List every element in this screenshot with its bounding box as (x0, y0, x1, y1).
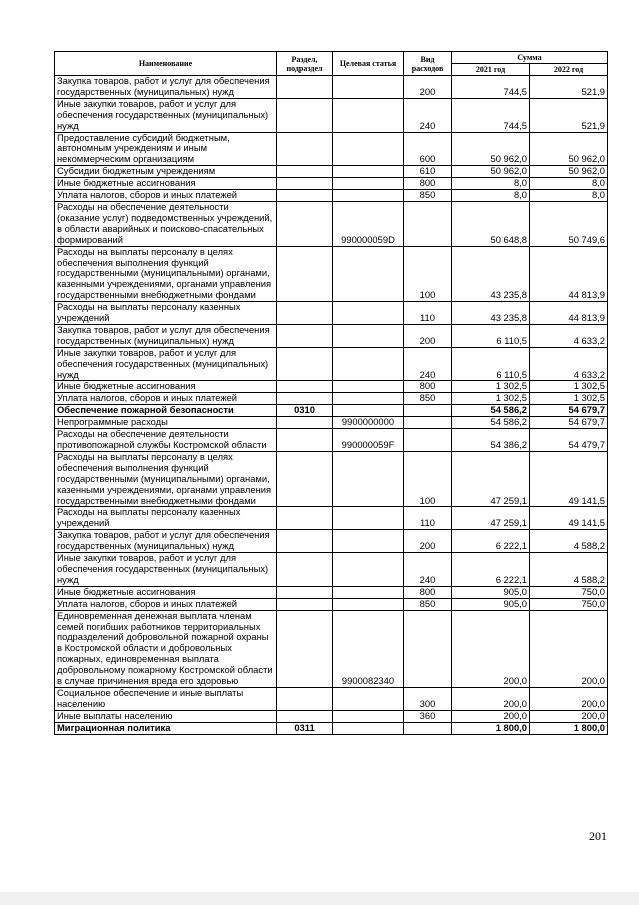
table-row (55, 417, 608, 429)
row-code-cell: 9900000000 (333, 417, 404, 429)
row-vid-cell: 100 (404, 451, 452, 507)
row-vid-cell: 240 (404, 553, 452, 587)
row-sum-2022-cell: 54 679,7 (530, 405, 608, 417)
row-name-cell: Иные закупки товаров, работ и услуг для обеспечения государственных (муниципальных) нужд (55, 553, 277, 587)
row-sum-2021-cell: 8,0 (452, 190, 530, 202)
row-sum-2021-cell: 6 222,1 (452, 530, 530, 553)
row-vid-cell: 240 (404, 98, 452, 132)
row-name-cell: Расходы на обеспечение деятельности противопожарной службы Костромской области (55, 429, 277, 452)
row-sum-2021-cell: 744,5 (452, 98, 530, 132)
row-sum-2021-cell: 43 235,8 (452, 246, 530, 302)
table-row (55, 710, 608, 722)
row-code-cell (333, 530, 404, 553)
row-vid-cell (404, 417, 452, 429)
row-razdel-cell (277, 553, 333, 587)
row-razdel-cell (277, 687, 333, 710)
row-sum-2022-cell: 54 679,7 (530, 417, 608, 429)
row-sum-2022-cell: 50 962,0 (530, 166, 608, 178)
row-name-cell: Расходы на выплаты персоналу казенных учреждений (55, 507, 277, 530)
row-code-cell (333, 405, 404, 417)
header-year-2021: 2021 год (452, 64, 530, 76)
row-vid-cell: 610 (404, 166, 452, 178)
row-sum-2021-cell: 6 222,1 (452, 553, 530, 587)
row-sum-2022-cell: 4 633,2 (530, 324, 608, 347)
header-razdel: Раздел, подраздел (277, 52, 333, 76)
row-sum-2022-cell: 4 588,2 (530, 530, 608, 553)
row-vid-cell (404, 610, 452, 687)
row-sum-2021-cell: 8,0 (452, 178, 530, 190)
row-code-cell (333, 76, 404, 99)
row-sum-2022-cell: 1 302,5 (530, 381, 608, 393)
row-razdel-cell (277, 586, 333, 598)
row-name-cell: Иные бюджетные ассигнования (55, 178, 277, 190)
header-summa: Сумма (452, 52, 608, 64)
row-name-cell: Предоставление субсидий бюджетным, автономным учреждениям и иным некоммерческим организациям (55, 132, 277, 166)
row-razdel-cell (277, 98, 333, 132)
row-code-cell (333, 190, 404, 202)
row-sum-2021-cell: 54 586,2 (452, 405, 530, 417)
row-sum-2021-cell: 1 302,5 (452, 393, 530, 405)
row-code-cell (333, 451, 404, 507)
row-razdel-cell (277, 393, 333, 405)
row-sum-2022-cell: 521,9 (530, 98, 608, 132)
row-name-cell: Субсидии бюджетным учреждениям (55, 166, 277, 178)
table-row (55, 324, 608, 347)
row-name-cell: Единовременная денежная выплата членам семей погибших работников территориальных подразделений добровольной пожарной охраны в Костромской области и добровольных пожарных, единовременная выплата добровольному пожарному Костромской области в случае причинения вреда его здоровью (55, 610, 277, 687)
row-razdel-cell (277, 710, 333, 722)
row-code-cell (333, 598, 404, 610)
row-sum-2022-cell: 521,9 (530, 76, 608, 99)
row-vid-cell: 200 (404, 530, 452, 553)
row-sum-2022-cell: 49 141,5 (530, 507, 608, 530)
row-name-cell: Расходы на выплаты персоналу казенных учреждений (55, 302, 277, 325)
row-name-cell: Непрограммные расходы (55, 417, 277, 429)
table-row (55, 76, 608, 99)
row-sum-2021-cell: 6 110,5 (452, 324, 530, 347)
row-razdel-cell (277, 417, 333, 429)
row-sum-2021-cell: 905,0 (452, 586, 530, 598)
row-sum-2022-cell: 8,0 (530, 190, 608, 202)
row-code-cell (333, 687, 404, 710)
row-code-cell (333, 166, 404, 178)
row-razdel-cell (277, 190, 333, 202)
table-row (55, 687, 608, 710)
table-row (55, 190, 608, 202)
row-sum-2021-cell: 47 259,1 (452, 451, 530, 507)
row-sum-2022-cell: 50 749,6 (530, 201, 608, 246)
row-name-cell: Обеспечение пожарной безопасности (55, 405, 277, 417)
row-name-cell: Закупка товаров, работ и услуг для обеспечения государственных (муниципальных) нужд (55, 76, 277, 99)
row-vid-cell: 850 (404, 393, 452, 405)
row-razdel-cell (277, 610, 333, 687)
row-name-cell: Уплата налогов, сборов и иных платежей (55, 393, 277, 405)
row-razdel-cell: 0310 (277, 405, 333, 417)
row-vid-cell: 360 (404, 710, 452, 722)
row-razdel-cell (277, 598, 333, 610)
row-sum-2021-cell: 1 302,5 (452, 381, 530, 393)
row-sum-2022-cell: 200,0 (530, 687, 608, 710)
row-vid-cell (404, 405, 452, 417)
table-row (55, 98, 608, 132)
table-row (55, 381, 608, 393)
row-sum-2022-cell: 44 813,9 (530, 246, 608, 302)
table-row (55, 393, 608, 405)
header-name: Наименование (55, 52, 277, 76)
row-code-cell (333, 347, 404, 381)
row-razdel-cell (277, 451, 333, 507)
row-razdel-cell: 0311 (277, 722, 333, 734)
table-row (55, 132, 608, 166)
row-sum-2022-cell: 4 588,2 (530, 553, 608, 587)
row-name-cell: Иные бюджетные ассигнования (55, 586, 277, 598)
row-sum-2022-cell: 750,0 (530, 586, 608, 598)
header-vid: Вид расходов (404, 52, 452, 76)
row-sum-2021-cell: 50 648,8 (452, 201, 530, 246)
row-sum-2022-cell: 50 962,0 (530, 132, 608, 166)
row-sum-2021-cell: 43 235,8 (452, 302, 530, 325)
row-vid-cell: 800 (404, 586, 452, 598)
row-razdel-cell (277, 178, 333, 190)
table-row (55, 586, 608, 598)
row-code-cell (333, 722, 404, 734)
table-row (55, 507, 608, 530)
row-vid-cell: 200 (404, 76, 452, 99)
row-code-cell (333, 246, 404, 302)
row-name-cell: Закупка товаров, работ и услуг для обеспечения государственных (муниципальных) нужд (55, 530, 277, 553)
row-sum-2021-cell: 1 800,0 (452, 722, 530, 734)
row-sum-2021-cell: 50 962,0 (452, 132, 530, 166)
table-header-row (55, 52, 608, 64)
row-sum-2021-cell: 905,0 (452, 598, 530, 610)
row-name-cell: Иные закупки товаров, работ и услуг для обеспечения государственных (муниципальных) нужд (55, 347, 277, 381)
row-name-cell: Расходы на обеспечение деятельности (оказание услуг) подведомственных учреждений, в области аварийных и поисково-спасательных формирований (55, 201, 277, 246)
row-code-cell (333, 586, 404, 598)
table-row (55, 722, 608, 734)
row-sum-2022-cell: 1 800,0 (530, 722, 608, 734)
row-code-cell (333, 302, 404, 325)
table-row (55, 553, 608, 587)
row-razdel-cell (277, 530, 333, 553)
row-name-cell: Миграционная политика (55, 722, 277, 734)
row-razdel-cell (277, 201, 333, 246)
row-name-cell: Иные закупки товаров, работ и услуг для обеспечения государственных (муниципальных) нужд (55, 98, 277, 132)
row-sum-2022-cell: 49 141,5 (530, 451, 608, 507)
row-razdel-cell (277, 507, 333, 530)
row-sum-2022-cell: 200,0 (530, 710, 608, 722)
row-vid-cell: 240 (404, 347, 452, 381)
row-razdel-cell (277, 347, 333, 381)
row-vid-cell: 600 (404, 132, 452, 166)
bottom-scan-strip (0, 892, 639, 905)
row-razdel-cell (277, 166, 333, 178)
row-vid-cell: 200 (404, 324, 452, 347)
row-vid-cell: 110 (404, 302, 452, 325)
row-name-cell: Социальное обеспечение и иные выплаты населению (55, 687, 277, 710)
row-code-cell (333, 381, 404, 393)
row-sum-2021-cell: 200,0 (452, 610, 530, 687)
table-row (55, 451, 608, 507)
row-sum-2022-cell: 4 633,2 (530, 347, 608, 381)
row-vid-cell: 850 (404, 190, 452, 202)
row-razdel-cell (277, 429, 333, 452)
row-code-cell (333, 507, 404, 530)
table-body (55, 76, 608, 735)
row-sum-2021-cell: 54 386,2 (452, 429, 530, 452)
table-row (55, 166, 608, 178)
row-code-cell (333, 324, 404, 347)
table-row (55, 201, 608, 246)
row-vid-cell: 300 (404, 687, 452, 710)
row-name-cell: Уплата налогов, сборов и иных платежей (55, 190, 277, 202)
page-number: 201 (589, 829, 607, 843)
row-code-cell: 9900082340 (333, 610, 404, 687)
row-name-cell: Уплата налогов, сборов и иных платежей (55, 598, 277, 610)
row-sum-2022-cell: 8,0 (530, 178, 608, 190)
row-code-cell (333, 132, 404, 166)
table-row (55, 405, 608, 417)
table-row (55, 610, 608, 687)
row-razdel-cell (277, 324, 333, 347)
row-razdel-cell (277, 302, 333, 325)
row-code-cell: 990000059D (333, 201, 404, 246)
row-name-cell: Закупка товаров, работ и услуг для обеспечения государственных (муниципальных) нужд (55, 324, 277, 347)
row-razdel-cell (277, 132, 333, 166)
row-code-cell (333, 393, 404, 405)
header-celevaya: Целевая статья (333, 52, 404, 76)
row-sum-2022-cell: 750,0 (530, 598, 608, 610)
row-vid-cell (404, 722, 452, 734)
row-razdel-cell (277, 246, 333, 302)
row-code-cell (333, 553, 404, 587)
row-sum-2021-cell: 50 962,0 (452, 166, 530, 178)
row-sum-2022-cell: 44 813,9 (530, 302, 608, 325)
row-name-cell: Иные выплаты населению (55, 710, 277, 722)
row-vid-cell (404, 429, 452, 452)
row-name-cell: Расходы на выплаты персоналу в целях обеспечения выполнения функций государственными (муниципальными) органами, казенными учреждениями, органами управления государственными внебюджетными фондами (55, 246, 277, 302)
row-sum-2021-cell: 6 110,5 (452, 347, 530, 381)
table-row (55, 246, 608, 302)
table-row (55, 598, 608, 610)
header-year-2022: 2022 год (530, 64, 608, 76)
row-sum-2022-cell: 200,0 (530, 610, 608, 687)
row-code-cell: 990000059F (333, 429, 404, 452)
row-sum-2021-cell: 47 259,1 (452, 507, 530, 530)
row-code-cell (333, 178, 404, 190)
row-vid-cell: 800 (404, 178, 452, 190)
row-sum-2021-cell: 200,0 (452, 710, 530, 722)
row-vid-cell (404, 201, 452, 246)
table-row (55, 530, 608, 553)
row-razdel-cell (277, 76, 333, 99)
row-vid-cell: 850 (404, 598, 452, 610)
row-vid-cell: 800 (404, 381, 452, 393)
row-code-cell (333, 98, 404, 132)
table-row (55, 302, 608, 325)
row-sum-2022-cell: 1 302,5 (530, 393, 608, 405)
row-vid-cell: 100 (404, 246, 452, 302)
row-sum-2021-cell: 54 586,2 (452, 417, 530, 429)
table-row (55, 178, 608, 190)
row-vid-cell: 110 (404, 507, 452, 530)
row-razdel-cell (277, 381, 333, 393)
row-name-cell: Иные бюджетные ассигнования (55, 381, 277, 393)
row-code-cell (333, 710, 404, 722)
row-sum-2022-cell: 54 479,7 (530, 429, 608, 452)
row-sum-2021-cell: 744,5 (452, 76, 530, 99)
table-row (55, 429, 608, 452)
row-sum-2021-cell: 200,0 (452, 687, 530, 710)
table-row (55, 347, 608, 381)
row-name-cell: Расходы на выплаты персоналу в целях обеспечения выполнения функций государственными (муниципальными) органами, казенными учреждениями, органами управления государственными внебюджетными фондами (55, 451, 277, 507)
budget-table (54, 51, 608, 735)
